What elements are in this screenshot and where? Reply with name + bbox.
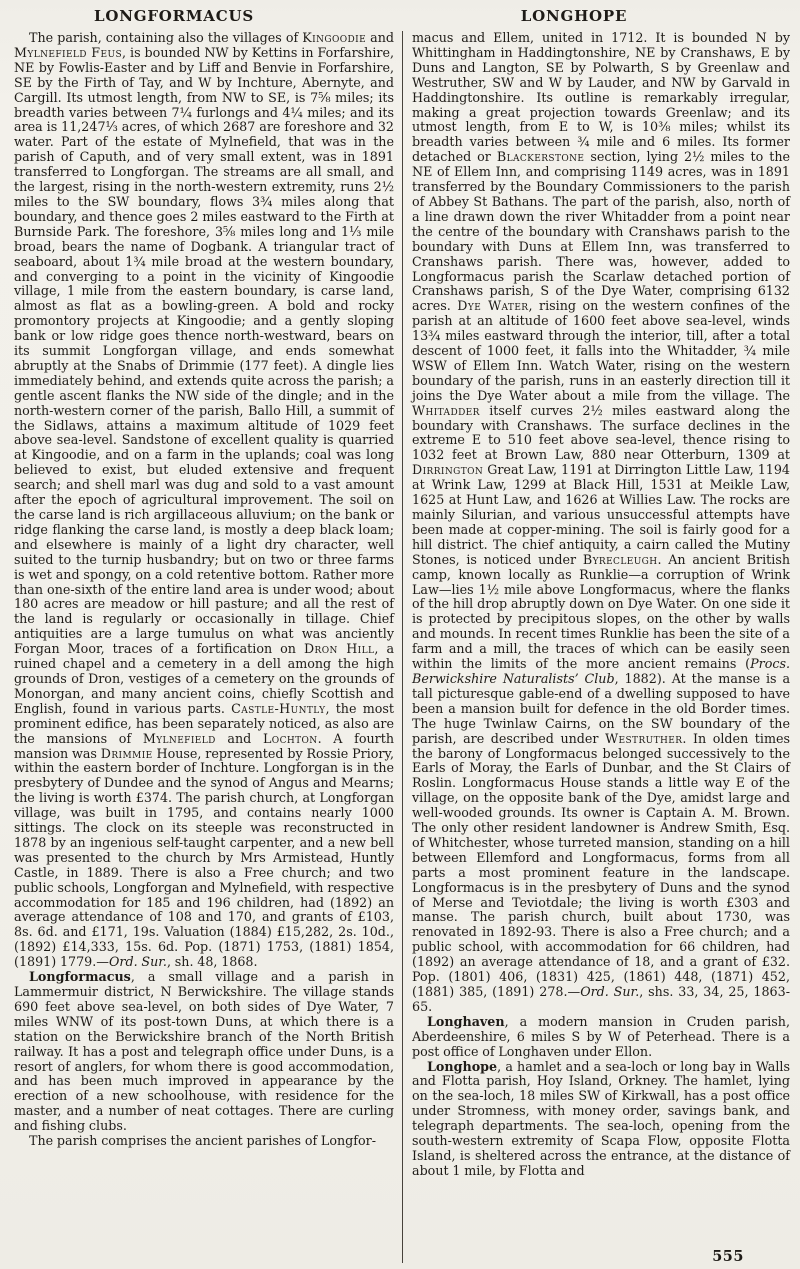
text-columns <box>0 25 800 1263</box>
text-segment: Longhaven <box>427 1013 505 1029</box>
text-segment: Kingoodie <box>302 30 367 45</box>
text-segment: The parish comprises the ancient parishes of Longfor- <box>29 1133 376 1149</box>
text-segment: , a hamlet and a sea-loch or long bay in Walls and Flotta parish, Hoy Island, Orkney. The hamlet, lying on the sea-loch, 18 miles SW of Kirkwall, has a post office under Stromness, with money order, savings bank, and telegraph departments. The sea-loch, opening from the south-western extremity of Scapa Flow, opposite Flotta Island, is sheltered across the entrance, at the distance of about 1 mile, by Flotta and <box>412 1058 790 1178</box>
text-segment: Ord. Sur. <box>580 984 640 999</box>
paragraph <box>14 31 394 970</box>
text-segment: , a ruined chapel and a cemetery in a dell among the high grounds of Dron, vestiges of a cemetery on the grounds of Monorgan, and many ancient coins, chiefly Scottish and English, found in various parts. <box>14 641 395 716</box>
text-segment: itself curves 2½ miles eastward along the boundary with Cranshaws. The surface declines in the extreme E to 510 feet above sea-level, thence rising to 1032 feet at Brown Law, 880 near Otterburn, 1309 at <box>412 402 790 463</box>
text-segment: , rising on the western confines of the parish at an altitude of 1600 feet above sea-level, winds 13¾ miles eastward through the interior, till, after a total descent of 1000 feet, it falls into the Whitadder, ¾ mile WSW of Ellem Inn. Watch Water, rising on the western boundary of the parish, runs in an easterly direction till it joins the Dye Water about a mile from the village. The <box>412 298 790 403</box>
text-segment: Longhope <box>427 1058 498 1074</box>
text-segment: Mylnefield Feus <box>14 44 123 60</box>
left-column <box>14 31 402 1263</box>
text-segment: Longformacus <box>29 969 131 985</box>
text-segment: , sh. 48, 1868. <box>166 954 258 970</box>
text-segment: The parish, containing also the villages of <box>29 30 303 45</box>
paragraph <box>412 1015 790 1060</box>
right-column <box>402 31 790 1263</box>
text-segment: , shs. 33, 34, 25, 1863-65. <box>412 984 790 1014</box>
text-segment: Great Law, 1191 at Dirrington Little Law, 1194 at Wrink Law, 1299 at Black Hill, 1531 at Meikle Law, 1625 at Hunt Law, and 1626 at Willies Law. The rocks are mainly Silurian, and various unsuccessful attempts have been made at copper-mining. The soil is fairly good for a hill district. The chief antiquity, a cairn called the Mutiny Stones, is noticed under <box>412 462 790 567</box>
text-segment: Procs. Berwickshire Naturalists’ Club <box>412 656 790 686</box>
text-segment: Mylnefield <box>142 730 216 746</box>
text-segment: , 1882). At the manse is a tall picturesque gable-end of a dwelling supposed to have been a mansion built for defence in the old Border times. The huge Twinlaw Cairns, on the SW boundary of the parish, are described under <box>412 670 791 746</box>
text-segment: . A fourth mansion was <box>14 730 394 761</box>
paragraph <box>412 1060 790 1179</box>
paragraph <box>14 1134 394 1149</box>
paragraph <box>14 970 394 1134</box>
paragraph <box>412 31 790 1015</box>
text-segment: , a modern mansion in Cruden parish, Aberdeenshire, 6 miles S by W of Peterhead. There is a post office of Longhaven under Ellon. <box>412 1013 790 1059</box>
text-segment: , the most prominent edifice, has been separately noticed, as also are the mansions of <box>14 700 394 746</box>
text-segment: , is bounded NW by Kettins in Forfarshire, NE by Fowlis-Easter and by Liff and Benvie in Forfarshire, SE by the Firth of Tay, and W by Inchture, Abernyte, and Cargill. Its utmost length, from NW to SE, is 7⅝ miles; its breadth varies between 7¼ furlongs and 4¼ miles; and its area is 11,247⅓ acres, of which 2687 are foreshore and 32 water. Part of the estate of Mylnefield, that was in the parish of Caputh, and of very small extent, was in 1891 transferred to Longforgan. The streams are all small, and the largest, rising in the north-western extremity, runs 2½ miles to the SW boundary, flows 3¾ miles along that boundary, and thence goes 2 miles eastward to the Firth at Burnside Park. The foreshore, 3⅝ miles long and 1⅓ mile broad, bears the name of Dogbank. A triangular tract of seaboard, about 1¾ mile broad at the western boundary, and converging to a point in the vicinity of Kingoodie village, 1 mile from the eastern boundary, is carse land, almost as flat as a bowling-green. A bold and rocky promontory projects at Kingoodie; and a gently sloping bank or low ridge goes thence north-westward, bears on its summit Longforgan village, and ends somewhat abruptly at the Snabs of Drimmie (177 feet). A dingle lies immediately behind, and extends quite across the parish; a gentle ascent flanks the NW side of the dingle; and in the north-western corner of the parish, Ballo Hill, a summit of the Sidlaws, attains a maximum altitude of 1029 feet above sea-level. Sandstone of excellent quality is quarried at Kingoodie, and on a farm in the uplands; coal was long believed to exist, but eluded extensive and frequent search; and shell marl was dug and sold to a vast amount after the epoch of agricultural improvement. The soil on the carse land is rich argillaceous alluvium; on the bank or ridge flanking the carse land, is mostly a deep black loam; and elsewhere is mainly of a light dry character, well suited to the turnip husbandry; but on two or three farms is wet and spongy, on a cold retentive bottom. Rather more than one-sixth of the entire land area is under wood; about 180 acres are meadow or hill pasture; and all the rest of the land is regularly or occasionally in tillage. Chief antiquities are a large tumulus on what was anciently Forgan Moor, traces of a fortification on <box>14 44 394 657</box>
text-segment: macus and Ellem, united in 1712. It is bounded N by Whittingham in Haddingtonshire, NE by Cranshaws, E by Duns and Langton, SE by Polwarth, S by Greenlaw and Westruther, SW and W by Lauder, and NW by Garvald in Haddingtonshire. Its outline is remarkably irregular, making a great projection towards Greenlaw; and its utmost length, from E to W, is 10⅜ miles; whilst its breadth varies between ¾ mile and 6 miles. Its former detached or <box>412 30 790 165</box>
text-segment: Whitadder <box>412 402 480 418</box>
right-running-head: LONGHOPE <box>520 7 628 25</box>
text-segment: and <box>366 30 394 45</box>
text-segment: Dye Water <box>457 298 529 314</box>
text-segment: Lochton <box>262 730 318 746</box>
text-segment: Byrecleugh <box>582 551 658 567</box>
text-segment: Dron Hill <box>303 641 375 657</box>
text-segment: . In olden times the barony of Longformacus belonged successively to the Earls of Moray, the Earls of Dunbar, and the St Clairs of Roslin. Longformacus House stands a little way E of the village, on the opposite bank of the Dye, amidst large and well-wooded grounds. Its owner is Captain A. M. Brown. The only other resident landowner is Andrew Smith, Esq. of Whitchester, whose turreted mansion, standing on a hill between Ellemford and Longformacus, forms from all parts a most prominent feature in the landscape. Longformacus is in the presbytery of Duns and the synod of Merse and Teviotdale; the living is worth £303 and manse. The parish church, built about 1730, was renovated in 1892-93. There is also a Free church; and a public school, with accommodation for 66 children, had (1892) an average attendance of 18, and a grant of £32. Pop. (1801) 406, (1831) 425, (1861) 448, (1871) 452, (1881) 385, (1891) 278.— <box>412 730 791 999</box>
page-number: 555 <box>712 1248 744 1265</box>
text-segment: Dirrington <box>412 462 484 478</box>
text-segment: Drimmie <box>100 745 153 761</box>
text-segment: House, represented by Rossie Priory, within the eastern border of Inchture. Longforgan is in the presbytery of Dundee and the synod of Angus and Mearns; the living is worth £374. The parish church, at Longforgan village, was built in 1795, and contains nearly 1000 sittings. The clock on its steeple was reconstructed in 1878 by an ingenious self-taught carpenter, and a new bell was presented to the church by Mrs Armistead, Huntly Castle, in 1889. There is also a Free church; and two public schools, Longforgan and Mylnefield, with respective accommodation for 185 and 196 children, had (1892) an average attendance of 108 and 170, and grants of £103, 8s. 6d. and £171, 19s. Valuation (1884) £15,282, 2s. 10d., (1892) £14,333, 15s. 6d. Pop. (1871) 1753, (1881) 1854, (1891) 1779.— <box>14 745 394 970</box>
text-segment: Castle-Huntly <box>231 700 326 716</box>
text-segment: Blackerstone <box>496 149 585 165</box>
running-heads <box>0 0 800 25</box>
left-running-head: LONGFORMACUS <box>93 7 254 25</box>
text-segment: Ord. Sur. <box>108 954 167 970</box>
text-segment: section, lying 2½ miles to the NE of Ellem Inn, and comprising 1149 acres, was in 1891 transferred by the Boundary Commissioners to the parish of Abbey St Bathans. The part of the parish, also, north of a line drawn down the river Whitadder from a point near the centre of the boundary with Cranshaws parish to the boundary with Duns at Ellem Inn, was transferred to Cranshaws parish. There was, however, added to Longformacus parish the Scarlaw detached portion of Cranshaws parish, S of the Dye Water, comprising 6132 acres. <box>412 149 790 314</box>
text-segment: , a small village and a parish in Lammermuir district, N Berwickshire. The village stands 690 feet above sea-level, on both sides of Dye Water, 7 miles WNW of its post-town Duns, at which there is a station on the Berwickshire branch of the North British railway. It has a post and telegraph office under Duns, is a resort of anglers, for whom there is good accommodation, and has been much improved in appearance by the erection of a new schoolhouse, with residence for the master, and a number of neat cottages. There are curling and fishing clubs. <box>14 969 394 1134</box>
text-segment: and <box>215 730 263 746</box>
text-segment: . An ancient British camp, known locally as Runklie—a corruption of Wrink Law—lies 1½ mile above Longformacus, where the flanks of the hill drop abruptly down on Dye Water. On one side it is protected by precipitous slopes, on the other by walls and mounds. In recent times Runklie has been the site of a farm and a mill, the traces of which can be easily seen within the limits of the more ancient remains ( <box>412 551 791 672</box>
text-segment: Westruther <box>605 730 683 746</box>
